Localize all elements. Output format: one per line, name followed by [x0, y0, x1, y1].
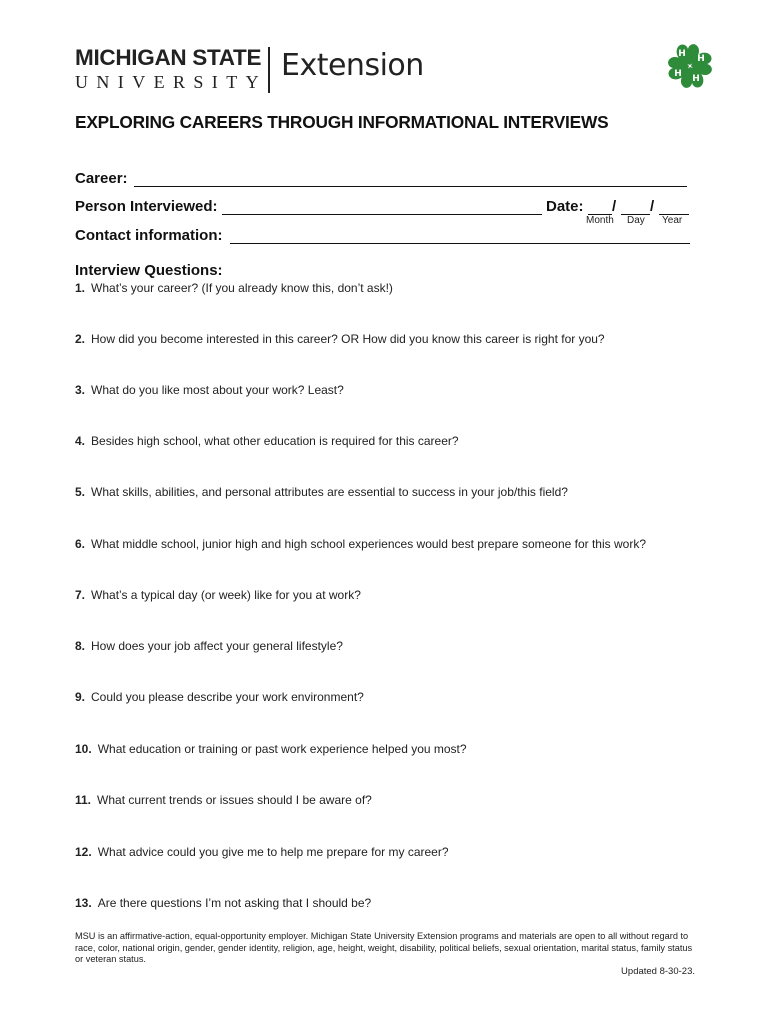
date-slash-1: /	[612, 198, 617, 215]
question-text: How does your job affect your general lifestyle?	[91, 639, 343, 653]
question-text: What middle school, junior high and high school experiences would best prepare someone for this work?	[91, 537, 646, 551]
question-item: 3. What do you like most about your work? Least?	[75, 383, 344, 397]
msu-extension-logo	[75, 45, 424, 92]
question-item: 1. What’s your career? (If you already know this, don’t ask!)	[75, 281, 393, 295]
question-text: Are there questions I’m not asking that I should be?	[97, 896, 372, 910]
month-caption: Month	[586, 215, 614, 226]
interview-questions-heading: Interview Questions:	[75, 262, 223, 279]
svg-text:H: H	[697, 54, 705, 64]
question-item: 4. Besides high school, what other education is required for this career?	[75, 434, 459, 448]
question-item: 11. What current trends or issues should I be aware of?	[75, 793, 372, 807]
question-text: What skills, abilities, and personal attributes are essential to success in your job/this field?	[91, 485, 568, 499]
day-caption: Day	[627, 215, 645, 226]
question-item: 7. What’s a typical day (or week) like for you at work?	[75, 588, 361, 602]
question-item: 13. Are there questions I’m not asking that I should be?	[75, 896, 372, 910]
question-text: What’s a typical day (or week) like for you at work?	[91, 588, 361, 602]
question-text: What current trends or issues should I be aware of?	[97, 793, 372, 807]
career-field[interactable]	[134, 186, 687, 187]
question-item: 8. How does your job affect your general lifestyle?	[75, 639, 343, 653]
svg-text:H: H	[692, 74, 700, 84]
question-text: What advice could you give me to help me prepare for my career?	[97, 845, 449, 859]
person-interviewed-field[interactable]	[222, 214, 542, 215]
logo-extension: Extension	[281, 48, 424, 83]
svg-text:H: H	[678, 49, 686, 59]
career-label: Career:	[75, 170, 128, 187]
four-h-clover-icon	[664, 40, 716, 92]
contact-information-label: Contact information:	[75, 227, 223, 244]
question-text: What education or training or past work experience helped you most?	[97, 742, 467, 756]
contact-information-field[interactable]	[230, 243, 690, 244]
question-text: Could you please describe your work environment?	[91, 690, 364, 704]
person-interviewed-label: Person Interviewed:	[75, 198, 218, 215]
svg-text:H: H	[674, 69, 682, 79]
question-text: Besides high school, what other education is required for this career?	[91, 434, 459, 448]
question-item: 5. What skills, abilities, and personal attributes are essential to success in your job/this field?	[75, 485, 568, 499]
question-item: 9. Could you please describe your work environment?	[75, 690, 364, 704]
question-text: How did you become interested in this career? OR How did you know this career is right for you?	[91, 332, 605, 346]
nondiscrimination-statement: MSU is an affirmative-action, equal-opportunity employer. Michigan State University Extension programs and materials are open to all without regard to race, color, national origin, gender, gender identity, religion, age, height, weight, disability, political beliefs, sexual orientation, marital status, family status or veteran status.	[75, 931, 693, 965]
updated-date: Updated 8-30-23.	[621, 966, 695, 977]
question-item: 6. What middle school, junior high and high school experiences would best prepare someone for this work?	[75, 537, 646, 551]
year-caption: Year	[662, 215, 683, 226]
logo-line-1: MICHIGAN STATE	[75, 45, 262, 70]
question-text: What’s your career? (If you already know this, don’t ask!)	[91, 281, 393, 295]
logo-divider	[268, 47, 270, 93]
page-title: EXPLORING CAREERS THROUGH INFORMATIONAL INTERVIEWS	[75, 112, 609, 132]
question-item: 10. What education or training or past work experience helped you most?	[75, 742, 467, 756]
question-text: What do you like most about your work? Least?	[91, 383, 344, 397]
date-slash-2: /	[650, 198, 655, 215]
logo-line-2: UNIVERSITY	[75, 72, 267, 92]
date-label: Date:	[546, 198, 584, 215]
question-item: 12. What advice could you give me to help me prepare for my career?	[75, 845, 449, 859]
question-item: 2. How did you become interested in this career? OR How did you know this career is right for you?	[75, 332, 605, 346]
